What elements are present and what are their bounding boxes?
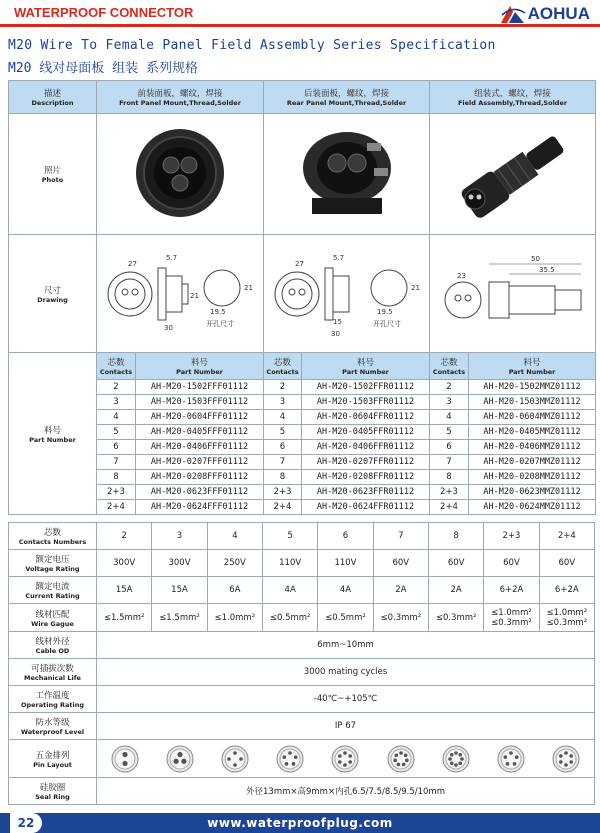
table-row: 6 AH-M20-0406FFF01112 6 AH-M20-0406FFR01112 6 AH-M20-0406MMZ01112 [9,440,596,455]
pin-layouts [97,740,595,778]
logo-text: AOHUA [527,4,590,23]
table-row: 3 AH-M20-1503FFF01112 3 AH-M20-1503FFR01112 3 AH-M20-1503MMZ01112 [9,395,596,410]
pin-layout-icon [165,744,195,774]
voltage-label: 额定电压 Voltage Rating [9,550,97,577]
photo-label: 照片 Photo [9,114,97,235]
part-subheader-row [9,353,596,380]
dim-19-5: 19.5 [210,308,226,316]
rear-header: 后装面板，螺纹，焊接 Rear Panel Mount,Thread,Solder [264,81,430,114]
mech-row: 可插拔次数 Mechanical Life 3000 mating cycles [9,659,595,686]
pin-layout-icon [110,744,140,774]
spec-values-table [8,522,595,805]
logo-mark-icon [499,3,527,25]
mech-label: 可插拔次数 Mechanical Life [9,659,97,686]
ip-label: 防水等级 Waterproof Level [9,713,97,740]
pin-row [9,740,595,778]
wire-label: 线材匹配 Wire Gague [9,604,97,632]
rear-connector-photo [292,123,402,223]
top-header [0,0,600,33]
voltage-row: 额定电压 Voltage Rating 300V 300V 250V 110V 110V 60V 60V 60V 60V [9,550,595,577]
pin-layout-icon [220,744,250,774]
pn-subheader: 料号 Part Number [136,353,264,380]
pin-layout-icon [330,744,360,774]
dim-5-7: 5.7 [166,254,178,262]
pn-subheader: 料号 Part Number [302,353,430,380]
table-row: 2+3 AH-M20-0623FFF01112 2+3 AH-M20-0623FFR01112 2+3 AH-M20-0623MMZ01112 [9,485,596,500]
dim-21-b: 21 [244,284,253,292]
front-connector-photo [125,123,235,223]
hole-size-note: 开孔尺寸 [206,320,234,328]
seal-row: 硅胶圈 Seal Ring 外径13mm×高9mm×内孔6.5/7.5/8.5/9.5/10mm [9,778,595,805]
pin-layout-icon [386,744,416,774]
front-header: 前装面板，螺纹，焊接 Front Panel Mount,Thread,Solder [97,81,264,114]
contacts-subheader: 芯数 Contacts [97,353,136,380]
field-connector-photo [453,123,573,223]
dim-5-7: 5.7 [332,254,344,262]
rear-dimension-drawing [267,242,427,342]
temp-row: 工作温度 Operating Rating -40℃~+105℃ [9,686,595,713]
table-row: 2 AH-M20-1502FFF01112 2 AH-M20-1502FFR01112 2 AH-M20-1502MMZ01112 [9,380,596,395]
field-header: 组装式，螺纹，焊接 Field Assembly,Thread,Solder [430,81,596,114]
temp-label: 工作温度 Operating Rating [9,686,97,713]
footer-url[interactable]: www.waterproofplug.com [207,816,393,830]
pn-subheader: 料号 Part Number [469,353,596,380]
footer [0,811,600,833]
field-dimension-drawing [433,242,593,342]
cable-row: 线材外径 Cable OD 6mm~10mm [9,632,595,659]
table-row: 8 AH-M20-0208FFF01112 8 AH-M20-0208FFR01112 8 AH-M20-0208MMZ01112 [9,470,596,485]
dim-35-5: 35.5 [538,266,555,274]
pin-layout-icon [551,744,581,774]
dim-21: 21 [410,284,420,292]
table-row: 4 AH-M20-0604FFF01112 4 AH-M20-0604FFR01112 4 AH-M20-0604MMZ01112 [9,410,596,425]
field-drawing [430,235,596,353]
contacts-row: 芯数 Contacts Numbers 2 3 4 5 6 7 8 2+3 2+4 [9,523,595,550]
header-row [9,81,596,114]
dim-30: 30 [164,324,173,332]
current-label: 额定电流 Current Rating [9,577,97,604]
dim-23: 23 [456,272,466,280]
pin-label: 五金排列 Pin Layout [9,740,97,778]
contacts-subheader: 芯数 Contacts [264,353,302,380]
dim-21-a: 21 [190,292,199,300]
dim-50: 50 [530,255,540,263]
front-dimension-drawing [100,242,260,342]
rear-photo [264,114,430,235]
table-row: 5 AH-M20-0405FFF01112 5 AH-M20-0405FFR01112 5 AH-M20-0405MMZ01112 [9,425,596,440]
part-number-label: 料号 Part Number [9,353,97,515]
field-photo [430,114,596,235]
spec-table [8,80,596,515]
cable-label: 线材外径 Cable OD [9,632,97,659]
pin-layout-icon [496,744,526,774]
hole-size-note: 开孔尺寸 [372,320,401,328]
company-logo [499,3,590,25]
wire-row: 线材匹配 Wire Gague ≤1.5mm² ≤1.5mm² ≤1.0mm² ≤0.5mm² ≤0.5mm² ≤0.3mm² ≤0.3mm² ≤1.0mm² ≤0.3mm² ≤1.0mm² ≤0.3mm² [9,604,595,632]
title-english: M20 Wire To Female Panel Field Assembly Series Specification [8,38,496,53]
pin-layout-icon [441,744,471,774]
dim-15: 15 [332,318,342,326]
rear-drawing [264,235,430,353]
contacts-label: 芯数 Contacts Numbers [9,523,97,550]
pin-layout-icon [275,744,305,774]
front-drawing [97,235,264,353]
current-row: 额定电流 Current Rating 15A 15A 6A 4A 4A 2A 2A 6+2A 6+2A [9,577,595,604]
drawing-label: 尺寸 Drawing [9,235,97,353]
contacts-subheader: 芯数 Contacts [430,353,469,380]
table-row: 7 AH-M20-0207FFF01112 7 AH-M20-0207FFR01112 7 AH-M20-0207MMZ01112 [9,455,596,470]
brand-title: WATERPROOF CONNECTOR [14,5,194,20]
dim-30: 30 [330,330,340,338]
seal-label: 硅胶圈 Seal Ring [9,778,97,805]
desc-header: 描述 Description [9,81,97,114]
dim-27: 27 [128,260,137,268]
table-row: 2+4 AH-M20-0624FFF01112 2+4 AH-M20-0624FFR01112 2+4 AH-M20-0624MMZ01112 [9,500,596,515]
dim-19-5: 19.5 [376,308,393,316]
pin-layout-icons [97,742,594,776]
page-number: 22 [10,813,42,833]
front-photo [97,114,264,235]
photo-row [9,114,596,235]
title-chinese: M20 线对母面板 组装 系列规格 [8,61,198,76]
dim-27: 27 [294,260,304,268]
ip-row: 防水等级 Waterproof Level IP 67 [9,713,595,740]
drawing-row [9,235,596,353]
